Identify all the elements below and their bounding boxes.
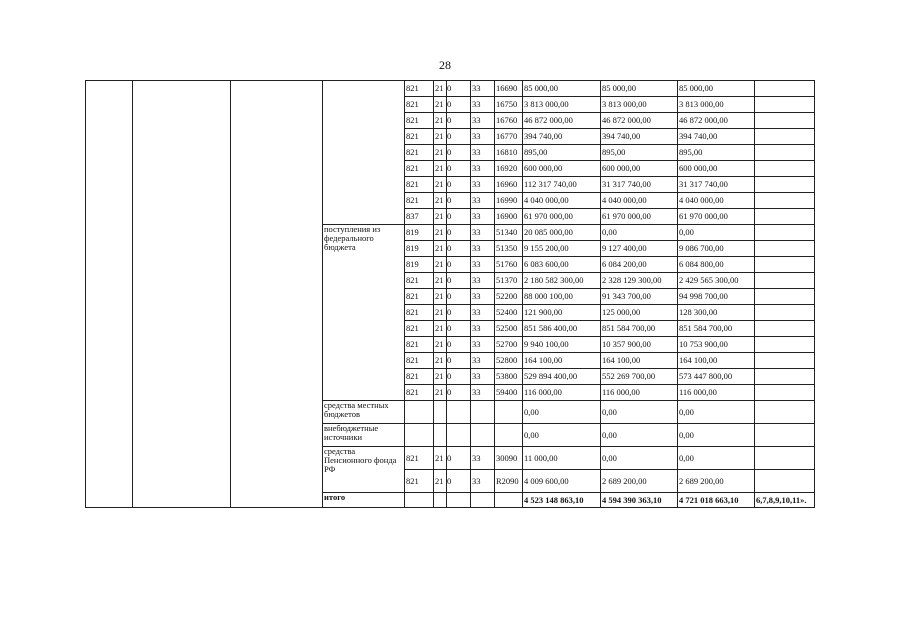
cell-value-year-2: 2 689 200,00 bbox=[601, 470, 678, 493]
cell-admin-code: 821 bbox=[405, 145, 434, 161]
cell-subprogram-code: 33 bbox=[471, 447, 495, 470]
cell-subprogram-code: 33 bbox=[471, 289, 495, 305]
cell-value-year-3: 6 084 800,00 bbox=[678, 257, 755, 273]
cell-value-year-2: 46 872 000,00 bbox=[601, 113, 678, 129]
cell-value-year-2: 3 813 000,00 bbox=[601, 97, 678, 113]
cell-target-code: 16920 bbox=[495, 161, 523, 177]
cell-value-year-2: 85 000,00 bbox=[601, 81, 678, 97]
budget-table-container bbox=[85, 80, 815, 508]
cell-value-year-2: 600 000,00 bbox=[601, 161, 678, 177]
cell-program-code: 0 bbox=[447, 385, 471, 401]
cell-note bbox=[755, 209, 815, 225]
cell-value-year-1: 6 083 600,00 bbox=[523, 257, 601, 273]
cell-value-year-1: 112 317 740,00 bbox=[523, 177, 601, 193]
cell-section-code: 21 bbox=[434, 129, 447, 145]
row-group-label-total: итого bbox=[323, 493, 405, 508]
cell-program-code: 0 bbox=[447, 225, 471, 241]
cell-target-code bbox=[495, 401, 523, 424]
cell-value-year-1: 4 040 000,00 bbox=[523, 193, 601, 209]
cell-admin-code: 821 bbox=[405, 321, 434, 337]
cell-program-code: 0 bbox=[447, 177, 471, 193]
cell-target-code: 16810 bbox=[495, 145, 523, 161]
cell-target-code: 16760 bbox=[495, 113, 523, 129]
row-group-label-extra: внебюджетные источники bbox=[323, 424, 405, 447]
cell-note bbox=[755, 401, 815, 424]
cell-admin-code: 821 bbox=[405, 97, 434, 113]
row-group-label-empty bbox=[323, 81, 405, 225]
cell-value-year-2: 0,00 bbox=[601, 424, 678, 447]
cell-target-code: R2090 bbox=[495, 470, 523, 493]
cell-section-code: 21 bbox=[434, 177, 447, 193]
cell-subprogram-code: 33 bbox=[471, 177, 495, 193]
cell-section-code: 21 bbox=[434, 241, 447, 257]
cell-section-code: 21 bbox=[434, 353, 447, 369]
cell-section-code: 21 bbox=[434, 447, 447, 470]
cell-section-code: 21 bbox=[434, 305, 447, 321]
cell-note: 6,7,8,9,10,11». bbox=[755, 493, 815, 508]
cell-value-year-2: 10 357 900,00 bbox=[601, 337, 678, 353]
cell-value-year-2: 552 269 700,00 bbox=[601, 369, 678, 385]
cell-target-code bbox=[495, 424, 523, 447]
cell-value-year-1: 851 586 400,00 bbox=[523, 321, 601, 337]
cell-note bbox=[755, 241, 815, 257]
cell-value-year-2: 91 343 700,00 bbox=[601, 289, 678, 305]
cell-value-year-3: 9 086 700,00 bbox=[678, 241, 755, 257]
cell-note bbox=[755, 97, 815, 113]
cell-value-year-3: 2 689 200,00 bbox=[678, 470, 755, 493]
budget-table bbox=[85, 80, 815, 508]
cell-note bbox=[755, 225, 815, 241]
cell-target-code bbox=[495, 493, 523, 508]
cell-target-code: 16900 bbox=[495, 209, 523, 225]
cell-note bbox=[755, 369, 815, 385]
cell-note bbox=[755, 161, 815, 177]
cell-admin-code: 821 bbox=[405, 129, 434, 145]
merged-blank-cell bbox=[133, 81, 231, 508]
cell-subprogram-code: 33 bbox=[471, 305, 495, 321]
cell-section-code: 21 bbox=[434, 321, 447, 337]
cell-section-code bbox=[434, 424, 447, 447]
cell-value-year-1: 20 085 000,00 bbox=[523, 225, 601, 241]
cell-admin-code: 821 bbox=[405, 369, 434, 385]
cell-subprogram-code bbox=[471, 424, 495, 447]
cell-admin-code: 821 bbox=[405, 81, 434, 97]
cell-note bbox=[755, 289, 815, 305]
cell-section-code: 21 bbox=[434, 145, 447, 161]
cell-value-year-1: 61 970 000,00 bbox=[523, 209, 601, 225]
cell-program-code: 0 bbox=[447, 209, 471, 225]
cell-target-code: 16690 bbox=[495, 81, 523, 97]
cell-subprogram-code: 33 bbox=[471, 145, 495, 161]
cell-subprogram-code: 33 bbox=[471, 241, 495, 257]
cell-value-year-3: 10 753 900,00 bbox=[678, 337, 755, 353]
cell-section-code: 21 bbox=[434, 470, 447, 493]
cell-admin-code: 821 bbox=[405, 113, 434, 129]
cell-note bbox=[755, 321, 815, 337]
cell-value-year-3: 0,00 bbox=[678, 424, 755, 447]
cell-value-year-2: 4 040 000,00 bbox=[601, 193, 678, 209]
cell-program-code: 0 bbox=[447, 161, 471, 177]
cell-value-year-3: 394 740,00 bbox=[678, 129, 755, 145]
cell-value-year-2: 31 317 740,00 bbox=[601, 177, 678, 193]
cell-admin-code: 821 bbox=[405, 305, 434, 321]
cell-target-code: 52200 bbox=[495, 289, 523, 305]
cell-value-year-3: 4 040 000,00 bbox=[678, 193, 755, 209]
cell-target-code: 52800 bbox=[495, 353, 523, 369]
cell-value-year-1: 9 940 100,00 bbox=[523, 337, 601, 353]
cell-subprogram-code: 33 bbox=[471, 321, 495, 337]
cell-section-code: 21 bbox=[434, 81, 447, 97]
cell-value-year-1: 116 000,00 bbox=[523, 385, 601, 401]
cell-section-code bbox=[434, 493, 447, 508]
cell-subprogram-code: 33 bbox=[471, 209, 495, 225]
cell-program-code: 0 bbox=[447, 145, 471, 161]
cell-value-year-3: 85 000,00 bbox=[678, 81, 755, 97]
page-number: 28 bbox=[439, 58, 451, 72]
row-group-label-local: средства местных бюджетов bbox=[323, 401, 405, 424]
cell-admin-code: 821 bbox=[405, 447, 434, 470]
cell-value-year-1: 0,00 bbox=[523, 401, 601, 424]
cell-program-code: 0 bbox=[447, 305, 471, 321]
cell-subprogram-code: 33 bbox=[471, 161, 495, 177]
cell-section-code: 21 bbox=[434, 225, 447, 241]
cell-subprogram-code: 33 bbox=[471, 129, 495, 145]
cell-value-year-3: 4 721 018 663,10 bbox=[678, 493, 755, 508]
cell-target-code: 30090 bbox=[495, 447, 523, 470]
cell-value-year-1: 394 740,00 bbox=[523, 129, 601, 145]
table-row bbox=[86, 81, 815, 97]
cell-value-year-2: 0,00 bbox=[601, 225, 678, 241]
cell-program-code bbox=[447, 424, 471, 447]
cell-value-year-2: 895,00 bbox=[601, 145, 678, 161]
cell-value-year-2: 851 584 700,00 bbox=[601, 321, 678, 337]
cell-section-code: 21 bbox=[434, 337, 447, 353]
cell-value-year-1: 85 000,00 bbox=[523, 81, 601, 97]
cell-note bbox=[755, 470, 815, 493]
cell-value-year-3: 116 000,00 bbox=[678, 385, 755, 401]
cell-value-year-2: 0,00 bbox=[601, 401, 678, 424]
cell-note bbox=[755, 385, 815, 401]
cell-admin-code bbox=[405, 424, 434, 447]
cell-program-code: 0 bbox=[447, 113, 471, 129]
cell-program-code: 0 bbox=[447, 289, 471, 305]
cell-value-year-2: 61 970 000,00 bbox=[601, 209, 678, 225]
cell-section-code: 21 bbox=[434, 209, 447, 225]
cell-note bbox=[755, 353, 815, 369]
cell-note bbox=[755, 305, 815, 321]
merged-blank-cell bbox=[86, 81, 133, 508]
cell-target-code: 53800 bbox=[495, 369, 523, 385]
cell-target-code: 59400 bbox=[495, 385, 523, 401]
cell-value-year-2: 2 328 129 300,00 bbox=[601, 273, 678, 289]
cell-value-year-1: 164 100,00 bbox=[523, 353, 601, 369]
cell-value-year-1: 121 900,00 bbox=[523, 305, 601, 321]
cell-value-year-1: 895,00 bbox=[523, 145, 601, 161]
cell-section-code: 21 bbox=[434, 385, 447, 401]
cell-target-code: 16990 bbox=[495, 193, 523, 209]
cell-admin-code: 821 bbox=[405, 273, 434, 289]
cell-subprogram-code bbox=[471, 493, 495, 508]
cell-program-code: 0 bbox=[447, 369, 471, 385]
cell-subprogram-code: 33 bbox=[471, 225, 495, 241]
cell-program-code: 0 bbox=[447, 273, 471, 289]
cell-target-code: 52400 bbox=[495, 305, 523, 321]
cell-admin-code: 821 bbox=[405, 385, 434, 401]
cell-admin-code bbox=[405, 401, 434, 424]
cell-value-year-2: 0,00 bbox=[601, 447, 678, 470]
cell-target-code: 51370 bbox=[495, 273, 523, 289]
cell-value-year-1: 2 180 582 300,00 bbox=[523, 273, 601, 289]
cell-admin-code: 821 bbox=[405, 161, 434, 177]
cell-target-code: 52700 bbox=[495, 337, 523, 353]
cell-value-year-3: 851 584 700,00 bbox=[678, 321, 755, 337]
cell-value-year-1: 0,00 bbox=[523, 424, 601, 447]
cell-admin-code: 821 bbox=[405, 193, 434, 209]
cell-value-year-1: 529 894 400,00 bbox=[523, 369, 601, 385]
cell-target-code: 51340 bbox=[495, 225, 523, 241]
cell-subprogram-code: 33 bbox=[471, 81, 495, 97]
cell-program-code: 0 bbox=[447, 447, 471, 470]
cell-note bbox=[755, 81, 815, 97]
cell-program-code: 0 bbox=[447, 129, 471, 145]
cell-program-code: 0 bbox=[447, 241, 471, 257]
cell-section-code: 21 bbox=[434, 289, 447, 305]
merged-blank-cell bbox=[231, 81, 323, 508]
cell-value-year-1: 600 000,00 bbox=[523, 161, 601, 177]
cell-note bbox=[755, 193, 815, 209]
cell-note bbox=[755, 337, 815, 353]
cell-target-code: 16770 bbox=[495, 129, 523, 145]
cell-value-year-2: 125 000,00 bbox=[601, 305, 678, 321]
cell-section-code: 21 bbox=[434, 257, 447, 273]
cell-admin-code: 821 bbox=[405, 177, 434, 193]
cell-target-code: 16750 bbox=[495, 97, 523, 113]
cell-note bbox=[755, 273, 815, 289]
cell-subprogram-code: 33 bbox=[471, 113, 495, 129]
cell-section-code: 21 bbox=[434, 193, 447, 209]
cell-value-year-3: 573 447 800,00 bbox=[678, 369, 755, 385]
cell-note bbox=[755, 447, 815, 470]
cell-section-code: 21 bbox=[434, 161, 447, 177]
cell-note bbox=[755, 129, 815, 145]
cell-program-code: 0 bbox=[447, 337, 471, 353]
cell-admin-code: 821 bbox=[405, 337, 434, 353]
cell-subprogram-code: 33 bbox=[471, 337, 495, 353]
cell-value-year-2: 116 000,00 bbox=[601, 385, 678, 401]
cell-program-code: 0 bbox=[447, 470, 471, 493]
cell-value-year-1: 3 813 000,00 bbox=[523, 97, 601, 113]
cell-note bbox=[755, 257, 815, 273]
cell-admin-code: 821 bbox=[405, 470, 434, 493]
cell-value-year-2: 394 740,00 bbox=[601, 129, 678, 145]
cell-subprogram-code: 33 bbox=[471, 470, 495, 493]
cell-subprogram-code: 33 bbox=[471, 369, 495, 385]
cell-target-code: 51350 bbox=[495, 241, 523, 257]
cell-value-year-2: 9 127 400,00 bbox=[601, 241, 678, 257]
cell-subprogram-code: 33 bbox=[471, 353, 495, 369]
cell-value-year-1: 9 155 200,00 bbox=[523, 241, 601, 257]
cell-admin-code: 819 bbox=[405, 257, 434, 273]
cell-value-year-1: 4 523 148 863,10 bbox=[523, 493, 601, 508]
cell-admin-code: 821 bbox=[405, 353, 434, 369]
cell-value-year-2: 164 100,00 bbox=[601, 353, 678, 369]
cell-value-year-3: 2 429 565 300,00 bbox=[678, 273, 755, 289]
cell-program-code: 0 bbox=[447, 257, 471, 273]
cell-value-year-3: 164 100,00 bbox=[678, 353, 755, 369]
cell-subprogram-code: 33 bbox=[471, 257, 495, 273]
cell-section-code: 21 bbox=[434, 273, 447, 289]
cell-program-code: 0 bbox=[447, 193, 471, 209]
cell-program-code bbox=[447, 401, 471, 424]
cell-admin-code bbox=[405, 493, 434, 508]
cell-value-year-3: 0,00 bbox=[678, 401, 755, 424]
cell-note bbox=[755, 424, 815, 447]
cell-note bbox=[755, 145, 815, 161]
cell-admin-code: 821 bbox=[405, 289, 434, 305]
cell-section-code bbox=[434, 401, 447, 424]
cell-subprogram-code bbox=[471, 401, 495, 424]
cell-value-year-3: 600 000,00 bbox=[678, 161, 755, 177]
cell-value-year-3: 46 872 000,00 bbox=[678, 113, 755, 129]
cell-note bbox=[755, 113, 815, 129]
cell-value-year-3: 895,00 bbox=[678, 145, 755, 161]
cell-subprogram-code: 33 bbox=[471, 193, 495, 209]
cell-admin-code: 837 bbox=[405, 209, 434, 225]
cell-section-code: 21 bbox=[434, 97, 447, 113]
cell-section-code: 21 bbox=[434, 113, 447, 129]
cell-subprogram-code: 33 bbox=[471, 273, 495, 289]
cell-value-year-1: 11 000,00 bbox=[523, 447, 601, 470]
cell-subprogram-code: 33 bbox=[471, 97, 495, 113]
cell-target-code: 51760 bbox=[495, 257, 523, 273]
cell-value-year-3: 0,00 bbox=[678, 225, 755, 241]
cell-admin-code: 819 bbox=[405, 225, 434, 241]
cell-value-year-3: 94 998 700,00 bbox=[678, 289, 755, 305]
cell-program-code: 0 bbox=[447, 353, 471, 369]
cell-admin-code: 819 bbox=[405, 241, 434, 257]
cell-subprogram-code: 33 bbox=[471, 385, 495, 401]
cell-program-code: 0 bbox=[447, 97, 471, 113]
row-group-label-federal: поступления из федерального бюджета bbox=[323, 225, 405, 401]
cell-target-code: 16960 bbox=[495, 177, 523, 193]
cell-target-code: 52500 bbox=[495, 321, 523, 337]
cell-value-year-2: 4 594 390 363,10 bbox=[601, 493, 678, 508]
cell-value-year-3: 31 317 740,00 bbox=[678, 177, 755, 193]
cell-program-code: 0 bbox=[447, 321, 471, 337]
cell-note bbox=[755, 177, 815, 193]
row-group-label-pension: средства Пенсионного фонда РФ bbox=[323, 447, 405, 493]
cell-program-code: 0 bbox=[447, 81, 471, 97]
cell-value-year-1: 88 000 100,00 bbox=[523, 289, 601, 305]
cell-value-year-1: 4 009 600,00 bbox=[523, 470, 601, 493]
cell-value-year-1: 46 872 000,00 bbox=[523, 113, 601, 129]
cell-value-year-3: 3 813 000,00 bbox=[678, 97, 755, 113]
cell-value-year-3: 61 970 000,00 bbox=[678, 209, 755, 225]
cell-value-year-3: 0,00 bbox=[678, 447, 755, 470]
cell-value-year-2: 6 084 200,00 bbox=[601, 257, 678, 273]
cell-value-year-3: 128 300,00 bbox=[678, 305, 755, 321]
cell-section-code: 21 bbox=[434, 369, 447, 385]
cell-program-code bbox=[447, 493, 471, 508]
